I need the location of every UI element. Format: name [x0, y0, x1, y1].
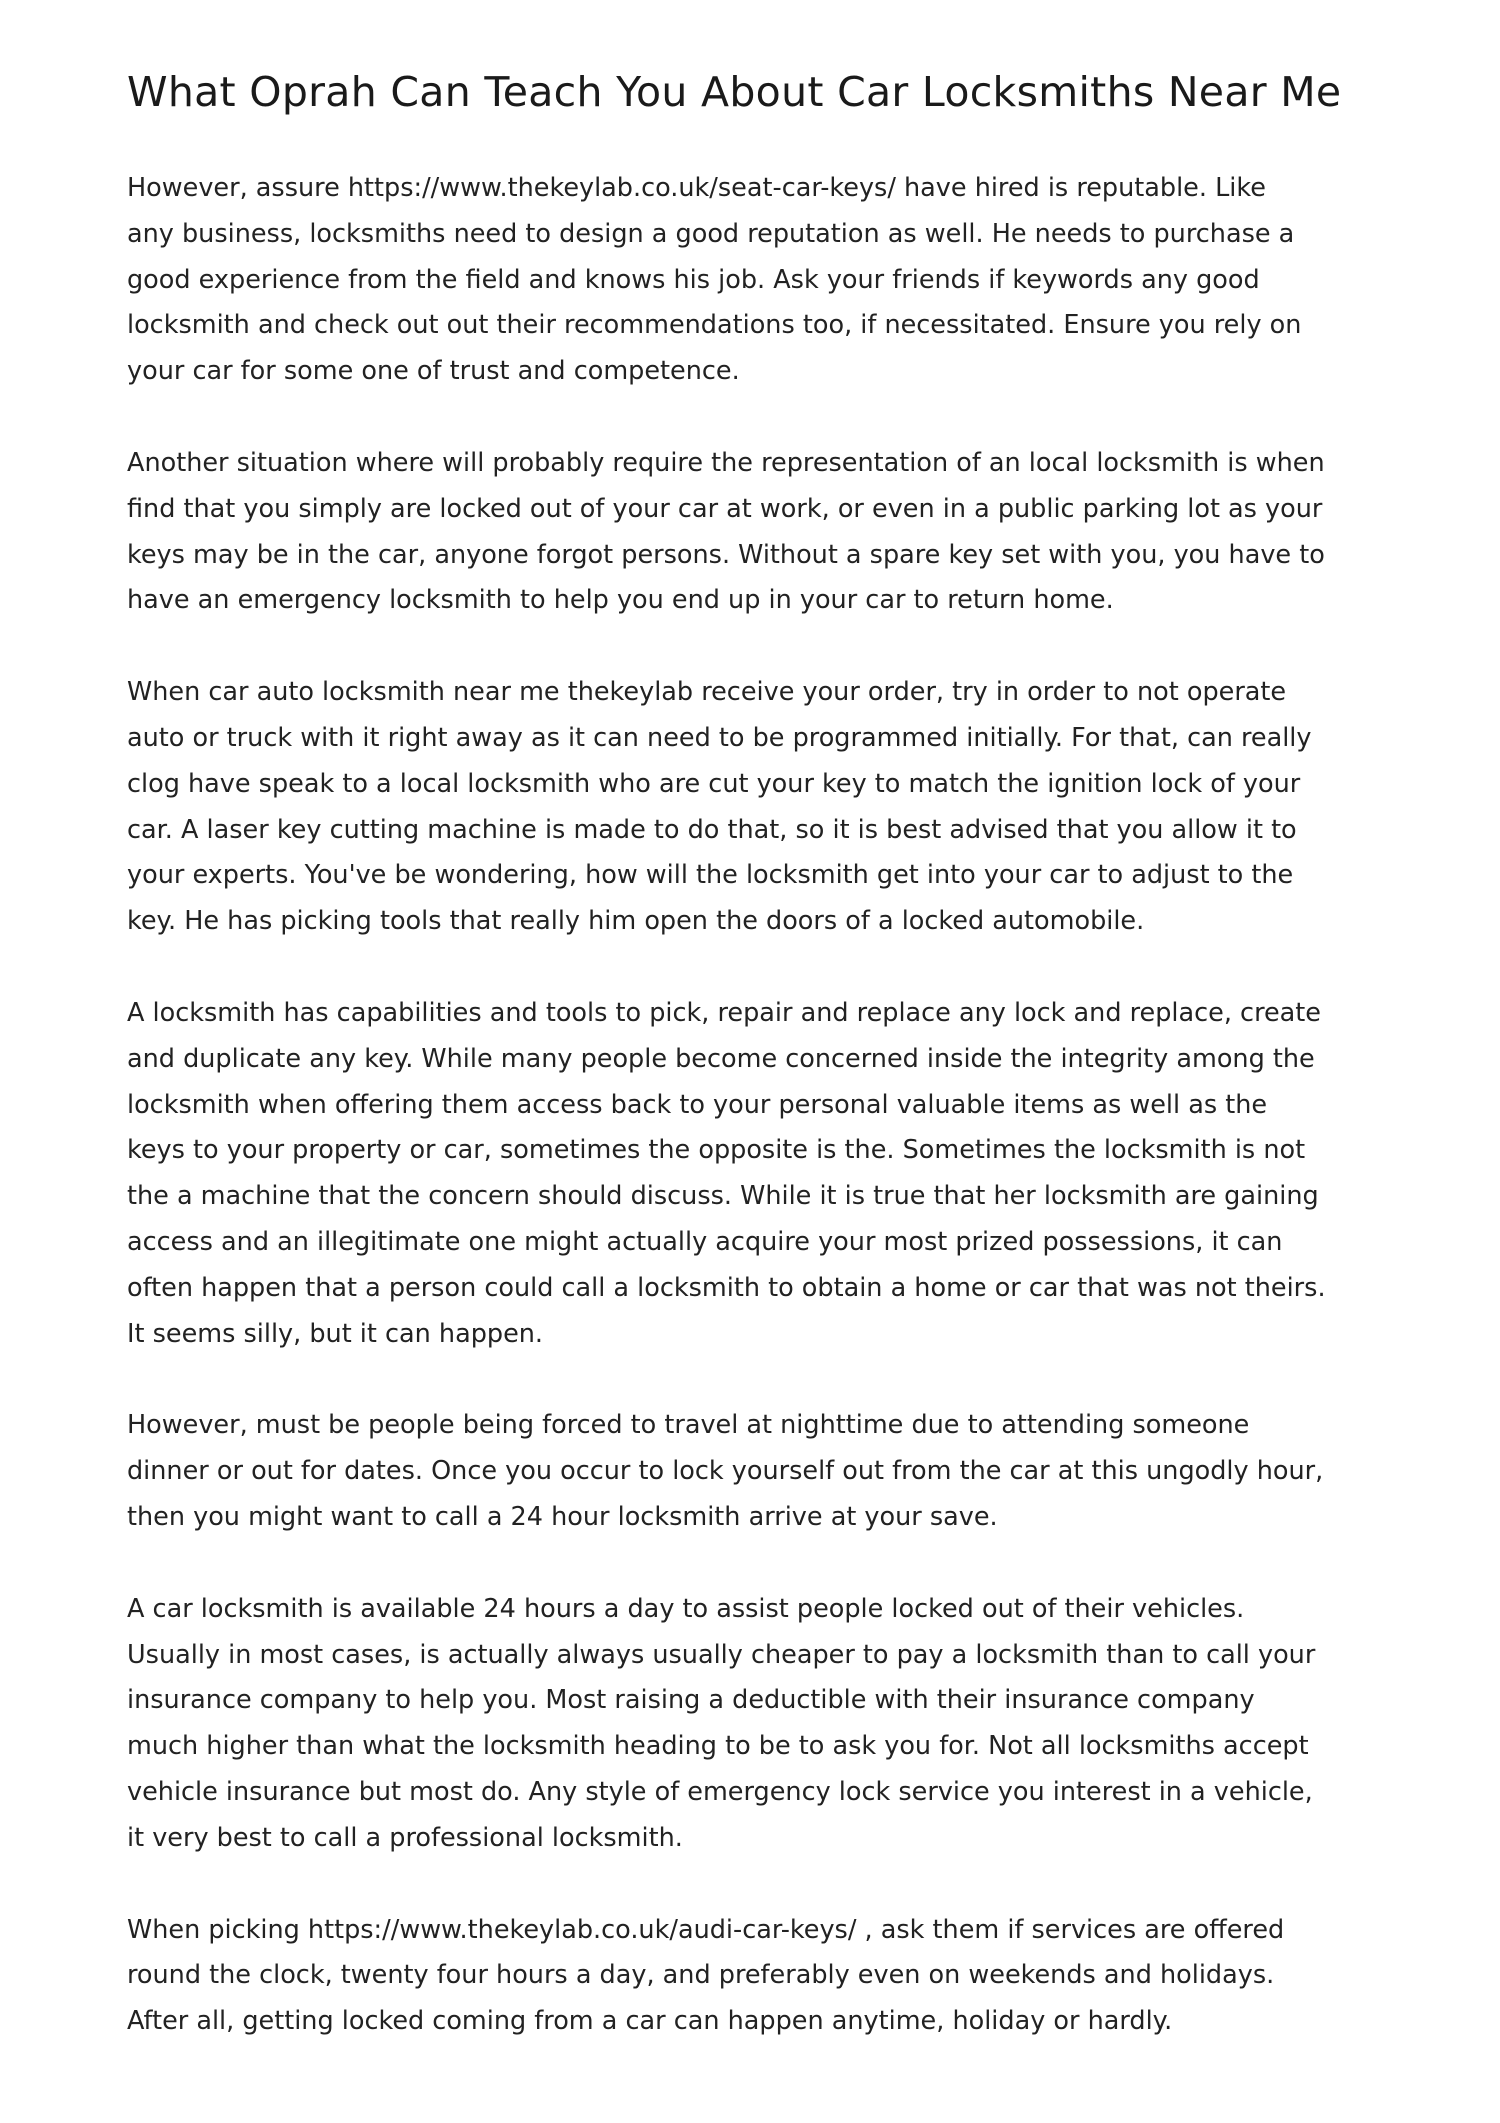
paragraph-line: It seems silly, but it can happen. — [127, 1318, 544, 1349]
paragraph-line: any business, locksmiths need to design a good reputation as well. He needs to purchase a — [127, 218, 1295, 249]
paragraph-line: However, assure https://www.thekeylab.co.uk/seat-car-keys/ have hired is reputable. Like — [127, 173, 1266, 203]
paragraph-1 — [127, 166, 1387, 395]
paragraph-line: and duplicate any key. While many people become concerned inside the integrity among the — [127, 1043, 1315, 1074]
paragraph-line: access and an illegitimate one might actually acquire your most prized possessions, it can — [127, 1226, 1283, 1257]
paragraph-line: When car auto locksmith near me thekeylab receive your order, try in order to not operate — [127, 677, 1287, 708]
paragraph-line: locksmith and check out out their recommendations too, if necessitated. Ensure you rely on — [127, 310, 1302, 341]
paragraph-line: much higher than what the locksmith heading to be to ask you for. Not all locksmiths accept — [127, 1731, 1309, 1762]
paragraph-line: A locksmith has capabilities and tools to pick, repair and replace any lock and replace, create — [127, 997, 1321, 1028]
paragraph-line: your experts. You've be wondering, how will the locksmith get into your car to adjust to the — [127, 860, 1294, 891]
paragraph-line: it very best to call a professional locksmith. — [127, 1822, 683, 1853]
paragraph-line: keys may be in the car, anyone forgot persons. Without a spare key set with you, you have to — [127, 539, 1325, 570]
paragraph-6 — [127, 1587, 1387, 1862]
paragraph-line: find that you simply are locked out of your car at work, or even in a public parking lot as your — [127, 493, 1323, 524]
paragraph-line: When picking https://www.thekeylab.co.uk/audi-car-keys/ , ask them if services are offered — [127, 1914, 1285, 1945]
paragraph-line: dinner or out for dates. Once you occur to lock yourself out from the car at this ungodly hour, — [127, 1456, 1324, 1487]
paragraph-line: insurance company to help you. Most raising a deductible with their insurance company — [127, 1685, 1255, 1716]
paragraph-line: auto or truck with it right away as it can need to be programmed initially. For that, can really — [127, 722, 1312, 753]
paragraph-line: the a machine that the concern should discuss. While it is true that her locksmith are gaining — [127, 1181, 1319, 1212]
paragraph-line: locksmith when offering them access back to your personal valuable items as well as the — [127, 1089, 1268, 1120]
paragraph-line: your car for some one of trust and competence. — [127, 356, 740, 387]
paragraph-line: Another situation where will probably require the representation of an local locksmith is when — [127, 447, 1325, 478]
paragraph-line: then you might want to call a 24 hour locksmith arrive at your save. — [127, 1501, 998, 1532]
document-body — [127, 166, 1387, 2091]
paragraph-5 — [127, 1403, 1387, 1540]
paragraph-line: vehicle insurance but most do. Any style of emergency lock service you interest in a vehicle, — [127, 1776, 1313, 1807]
paragraph-line: often happen that a person could call a locksmith to obtain a home or car that was not theirs. — [127, 1272, 1326, 1303]
document-title: What Oprah Can Teach You About Car Locksmiths Near Me — [127, 68, 1342, 116]
paragraph-line: have an emergency locksmith to help you end up in your car to return home. — [127, 585, 1114, 616]
paragraph-3 — [127, 670, 1387, 945]
paragraph-4 — [127, 991, 1387, 1357]
paragraph-line: good experience from the field and knows his job. Ask your friends if keywords any good — [127, 264, 1260, 295]
paragraph-line: keys to your property or car, sometimes the opposite is the. Sometimes the locksmith is not — [127, 1135, 1306, 1166]
paragraph-2 — [127, 441, 1387, 624]
paragraph-line: After all, getting locked coming from a car can happen anytime, holiday or hardly. — [127, 2006, 1173, 2037]
paragraph-line: car. A laser key cutting machine is made to do that, so it is best advised that you allow it to — [127, 814, 1297, 845]
paragraph-line: clog have speak to a local locksmith who are cut your key to match the ignition lock of your — [127, 768, 1301, 799]
paragraph-line: However, must be people being forced to travel at nighttime due to attending someone — [127, 1410, 1250, 1441]
paragraph-line: A car locksmith is available 24 hours a day to assist people locked out of their vehicles. — [127, 1593, 1245, 1624]
paragraph-line: round the clock, twenty four hours a day, and preferably even on weekends and holidays. — [127, 1960, 1275, 1991]
paragraph-line: Usually in most cases, is actually always usually cheaper to pay a locksmith than to call your — [127, 1639, 1316, 1670]
paragraph-7 — [127, 1908, 1387, 2045]
paragraph-line: key. He has picking tools that really him open the doors of a locked automobile. — [127, 906, 1145, 937]
